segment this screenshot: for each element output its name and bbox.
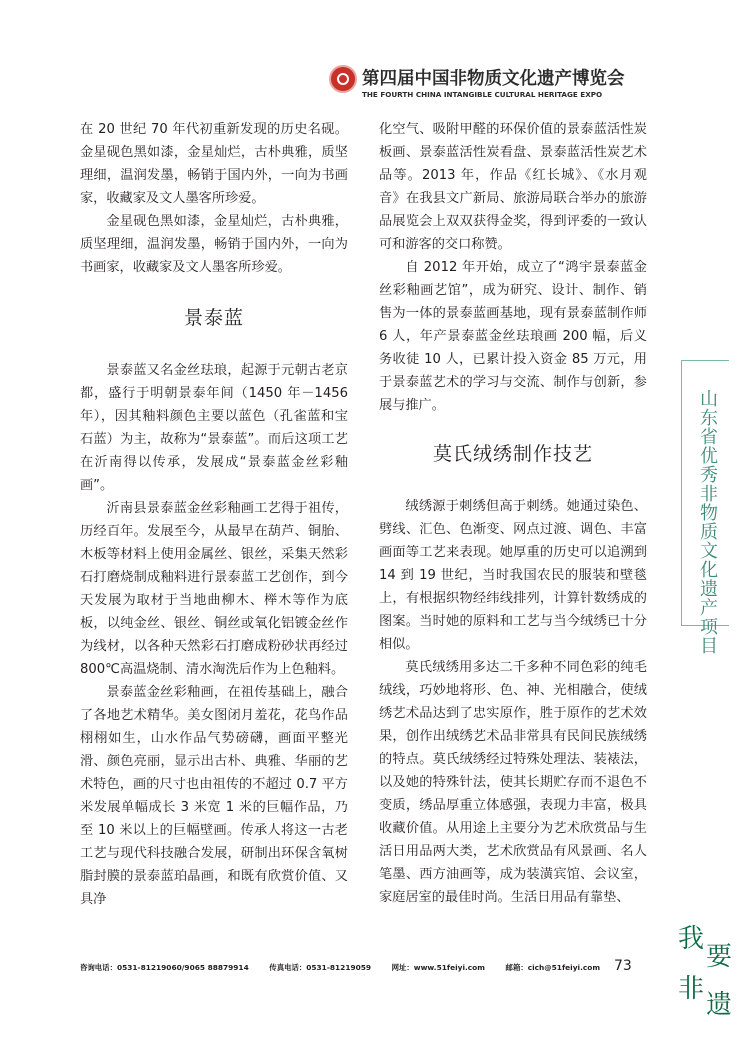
expo-logo-icon xyxy=(329,65,357,93)
calligraphy-char: 遗 xyxy=(706,990,733,1020)
page-header xyxy=(0,0,740,110)
page-number: 73 xyxy=(614,958,632,974)
page-footer xyxy=(80,962,618,973)
footer-email: 邮箱：cich@51feiyi.com xyxy=(505,963,601,972)
paragraph: 化空气、吸附甲醛的环保价值的景泰蓝活性炭板画、景泰蓝活性炭看盘、景泰蓝活性炭艺术品等。2013 年，作品《红长城》、《水月观音》在我县文广新局、旅游局联合举办的旅游品展览会上双双获得金奖，得到评委的一致认可和游客的交口称赞。 xyxy=(379,122,647,252)
calligraphy-char: 非 xyxy=(678,974,705,1004)
footer-fax: 传真电话：0531-81219059 xyxy=(269,963,372,972)
calligraphy-logo xyxy=(676,918,736,1038)
side-tab-label: 山东省优秀非物质文化遗产项目 xyxy=(697,389,718,655)
paragraph: 莫氏绒绣用多达二千多种不同色彩的纯毛绒线，巧妙地将形、色、神、光相融合，使绒绣艺术品达到了忠实原作，胜于原作的艺术效果，创作出绒绣艺术品非常具有民间民族绒绣的特点。莫氏绒绣经过特殊处理法、装裱法，以及她的特殊针法，使其长期贮存而不退色不变质，绣品厚重立体感强，表现力丰富，极具收藏价值。从用途上主要分为艺术欣赏品与生活日用品两大类，艺术欣赏品有风景画、名人笔墨、西方油画等，成为装潢宾馆、会议室，家庭居室的最佳时尚。生活日用品有靠垫、 xyxy=(379,660,647,905)
expo-title-english: THE FOURTH CHINA INTANGIBLE CULTURAL HERITAGE EXPO xyxy=(362,90,603,99)
paragraph: 自 2012 年开始，成立了“鸿宇景泰蓝金丝彩釉画艺馆”，成为研究、设计、制作、销售为一体的景泰蓝画基地，现有景泰蓝制作师 6 人，年产景泰蓝金丝珐琅画 200 幅，后义务收徒 10 人，已累计投入资金 85 万元，用于景泰蓝艺术的学习与交流、制作与创新，参展与推广。 xyxy=(379,260,647,413)
paragraph: 景泰蓝金丝彩釉画，在祖传基础上，融合了各地艺术精华。美女图闭月羞花，花鸟作品栩栩如生，山水作品气势磅礴，画面平整光滑、颜色亮丽，显示出古朴、典雅、华丽的艺术特色，画的尺寸也由祖传的不超过 0.7 平方米发展单幅成长 3 米宽 1 米的巨幅作品，乃至 10 米以上的巨幅壁画。传承人将这一古老工艺与现代科技融合发展，研制出环保含氧树脂封膜的景泰蓝珀晶画，和既有欣赏价值、又具净 xyxy=(80,685,348,907)
calligraphy-char: 我 xyxy=(678,924,705,954)
calligraphy-char: 要 xyxy=(706,942,733,972)
section-heading-mo-embroidery: 莫氏绒绣制作技艺 xyxy=(432,443,593,465)
paragraph: 沂南县景泰蓝金丝彩釉画工艺得于祖传，历经百年。发展至今，从最早在葫芦、铜胎、木板等材料上使用金属丝、银丝，采集天然彩石打磨烧制成釉料进行景泰蓝工艺创作，到今天发展为取材于当地曲柳木、榉木等作为底板，以纯金丝、银丝、铜丝或氧化铝镀金丝作为线材，以各种天然彩石打磨成粉砂状再经过 800℃高温烧制、清水淘洗后作为上色釉料。 xyxy=(80,501,348,677)
left-column xyxy=(80,118,348,911)
footer-website: 网址：www.51feiyi.com xyxy=(391,963,485,972)
paragraph: 绒绣源于刺绣但高于刺绣。她通过染色、劈线、汇色、色渐变、网点过渡、调色、丰富画面等工艺来表现。她厚重的历史可以追溯到 14 到 19 世纪，当时我国农民的服装和壁毯上，有根据织物经纬线排列，计算针数绣成的图案。当时她的原料和工艺与当今绒绣已十分相似。 xyxy=(379,499,647,652)
side-tab xyxy=(681,360,729,655)
paragraph: 在 20 世纪 70 年代初重新发现的历史名砚。金星砚色黑如漆，金星灿烂，古朴典雅，质坚理细，温润发墨，畅销于国内外，一向为书画家，收藏家及文人墨客所珍爱。 xyxy=(80,122,348,206)
paragraph: 金星砚色黑如漆，金星灿烂，古朴典雅，质坚理细，温润发墨，畅销于国内外，一向为书画家，收藏家及文人墨客所珍爱。 xyxy=(80,214,348,275)
section-heading-jingtailan: 景泰蓝 xyxy=(183,307,244,329)
paragraph: 景泰蓝又名金丝珐琅，起源于元朝古老京都，盛行于明朝景泰年间（1450 年－1456 年），因其釉料颜色主要以蓝色（孔雀蓝和宝石蓝）为主，故称为“景泰蓝”。而后这项工艺在沂南得以传承，发展成“景泰蓝金丝彩釉画”。 xyxy=(80,363,348,493)
expo-title-chinese: 第四届中国非物质文化遗产博览会 xyxy=(362,69,625,89)
footer-phone: 咨询电话：0531-81219060/9065 88879914 xyxy=(80,963,249,972)
right-column xyxy=(379,118,647,909)
